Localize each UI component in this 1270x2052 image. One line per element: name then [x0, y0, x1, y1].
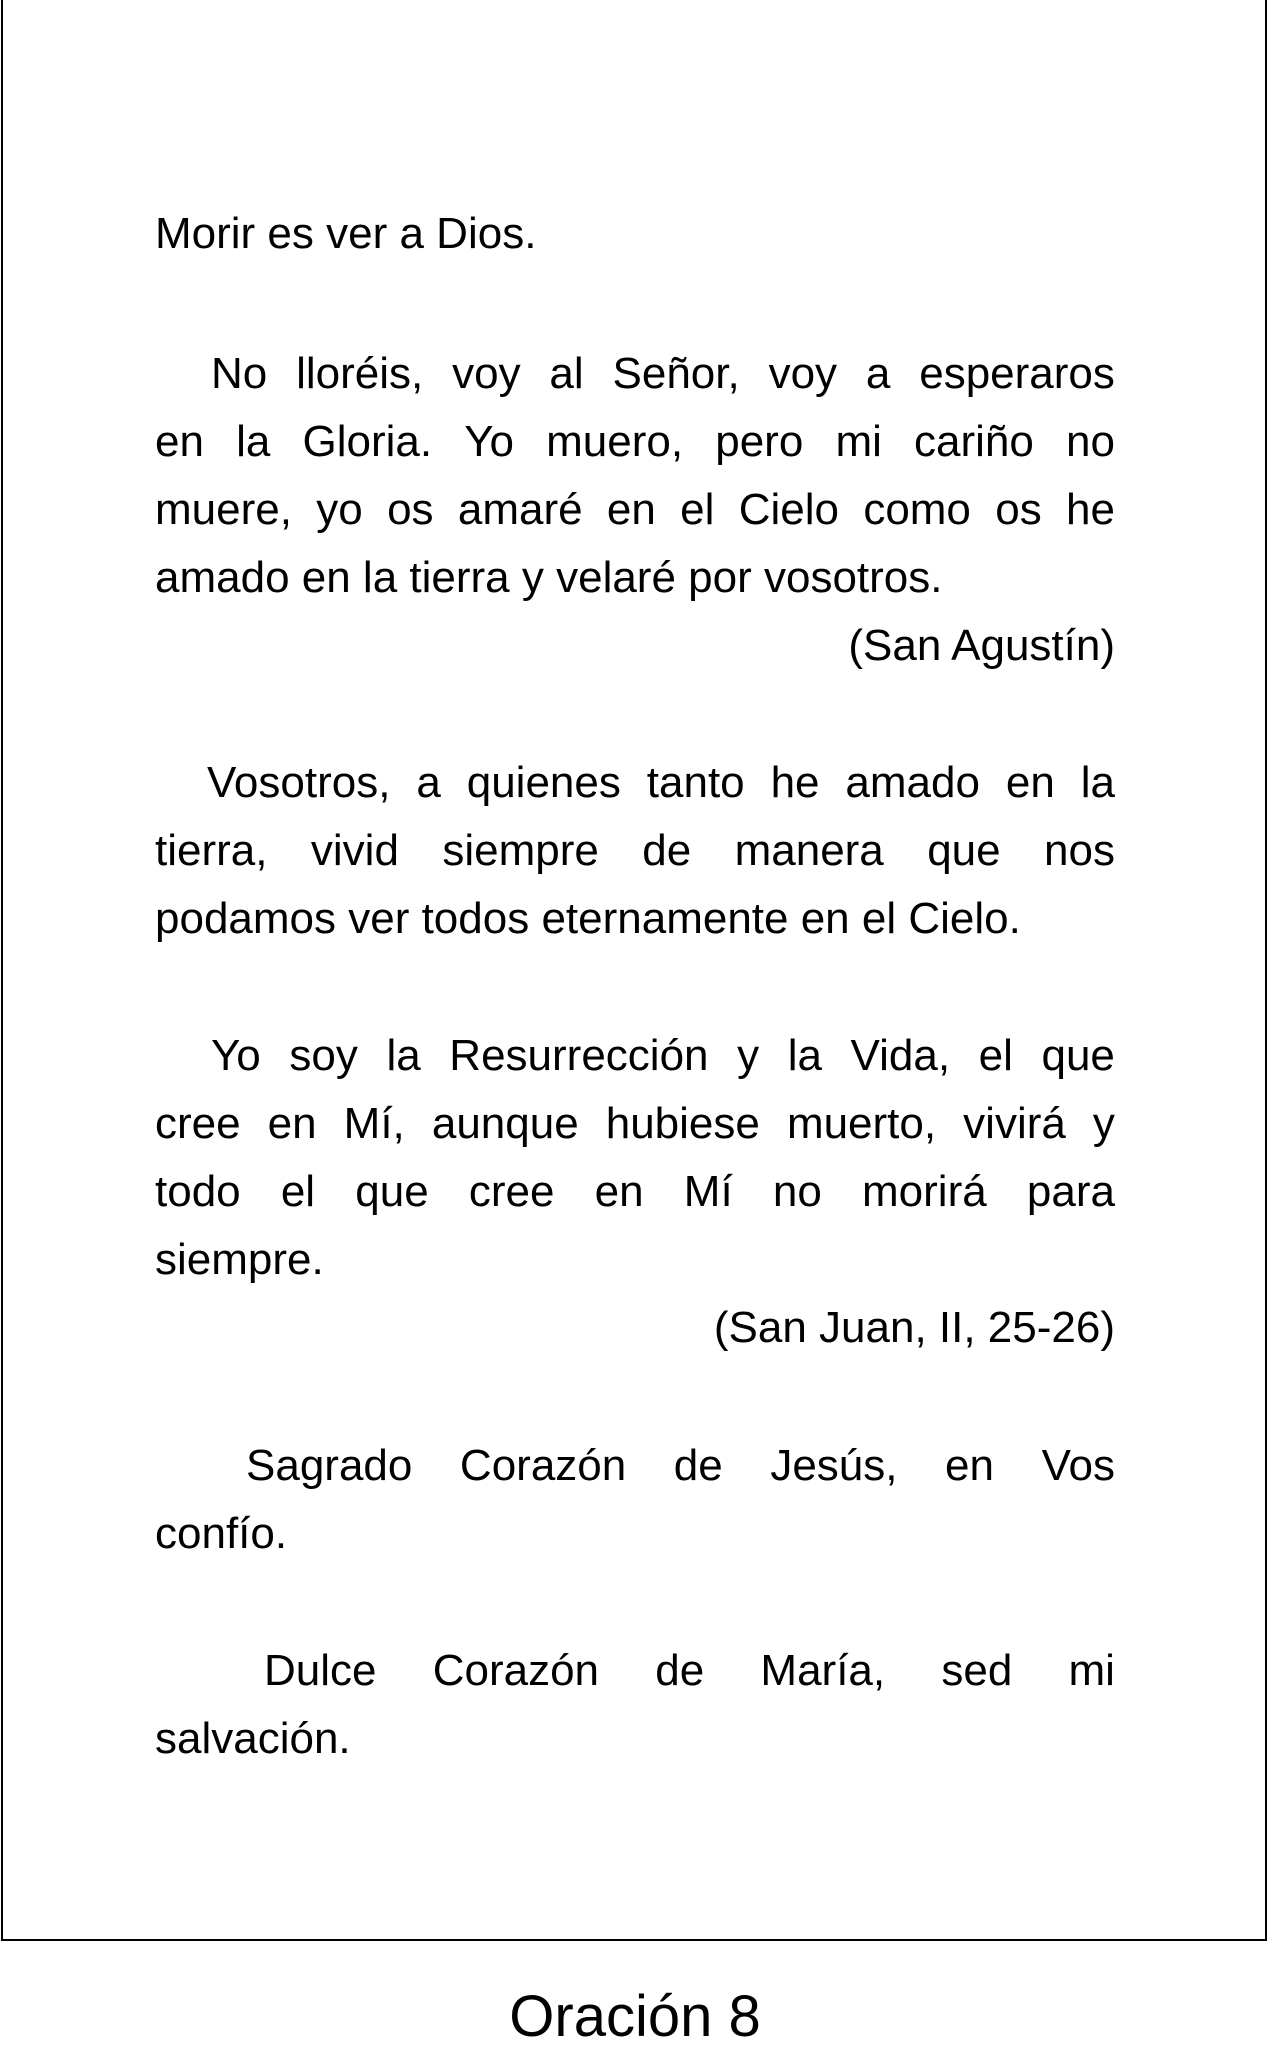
- paragraph-6-line-1: [155, 1637, 1115, 1705]
- word: al: [549, 349, 584, 398]
- word: lloréis,: [296, 349, 424, 398]
- word: en: [945, 1441, 994, 1490]
- paragraph-6-line-2: salvación.: [155, 1714, 351, 1763]
- word: el: [280, 1167, 316, 1216]
- word: Gloria.: [302, 417, 433, 466]
- word: en: [1005, 758, 1055, 807]
- word: mi: [1068, 1646, 1115, 1695]
- word: que: [355, 1167, 429, 1216]
- word: de: [655, 1646, 705, 1695]
- word: os: [387, 485, 434, 534]
- paragraph-2-line-4: amado en la tierra y velaré por vosotros.: [155, 553, 943, 602]
- word: Yo: [211, 1031, 261, 1080]
- word: voy: [768, 349, 838, 398]
- attribution-san-juan: (San Juan, II, 25-26): [713, 1303, 1115, 1352]
- word: esperaros: [919, 349, 1115, 398]
- word: tierra,: [155, 826, 268, 875]
- word: aunque: [431, 1099, 579, 1148]
- word: para: [1026, 1167, 1115, 1216]
- word: muero,: [546, 417, 684, 466]
- attribution-san-agustin: (San Agustín): [848, 621, 1115, 670]
- word: la: [236, 417, 271, 466]
- word: quienes: [466, 758, 621, 807]
- word: amaré: [457, 485, 583, 534]
- paragraph-1-line-1: Morir es ver a Dios.: [155, 209, 537, 258]
- word: de: [642, 826, 692, 875]
- word: voy: [452, 349, 521, 398]
- word: Cielo: [738, 485, 839, 534]
- paragraph-3-line-3: podamos ver todos eternamente en el Cielo.: [155, 894, 1021, 943]
- paragraph-5-line-2: confío.: [155, 1509, 288, 1558]
- word: cariño: [914, 417, 1034, 466]
- word: la: [787, 1031, 822, 1080]
- word: os: [995, 485, 1042, 534]
- word: que: [927, 826, 1001, 875]
- word: Dulce: [264, 1646, 377, 1695]
- paragraph-4-line-3: [155, 1158, 1115, 1226]
- word: la: [1080, 758, 1115, 807]
- word: Resurrección: [449, 1031, 709, 1080]
- paragraph-5-line-1: [155, 1432, 1115, 1500]
- paragraph-3-line-1: [155, 749, 1115, 817]
- word: el: [680, 485, 715, 534]
- paragraph-2-line-1: [155, 340, 1115, 408]
- word: No: [211, 349, 268, 398]
- word: la: [386, 1031, 421, 1080]
- word: de: [673, 1441, 723, 1490]
- word: yo: [316, 485, 363, 534]
- word: y: [737, 1031, 760, 1080]
- word: mi: [835, 417, 882, 466]
- word: no: [1066, 417, 1115, 466]
- word: muere,: [155, 485, 292, 534]
- word: soy: [289, 1031, 358, 1080]
- word: a: [416, 758, 441, 807]
- paragraph-3-line-2: [155, 817, 1115, 885]
- word: tanto: [646, 758, 745, 807]
- word: Sagrado: [246, 1441, 413, 1490]
- footer-title: Oración 8: [509, 1984, 761, 2049]
- word: Vos: [1041, 1441, 1115, 1490]
- word: Jesús,: [770, 1441, 898, 1490]
- word: cree: [155, 1099, 241, 1148]
- word: Mí: [683, 1167, 733, 1216]
- word: todo: [155, 1167, 241, 1216]
- word: vivid: [310, 826, 399, 875]
- word: amado: [845, 758, 980, 807]
- word: morirá: [862, 1167, 987, 1216]
- word: he: [1066, 485, 1115, 534]
- word: no: [772, 1167, 822, 1216]
- word: en: [606, 485, 656, 534]
- word: Vida,: [850, 1031, 951, 1080]
- word: Corazón: [432, 1646, 600, 1695]
- word: Señor,: [612, 349, 740, 398]
- word: en: [267, 1099, 317, 1148]
- word: en: [155, 417, 204, 466]
- paragraph-4-line-4: siempre.: [155, 1235, 324, 1284]
- word: María,: [760, 1646, 886, 1695]
- word: vivirá: [963, 1099, 1066, 1148]
- word: en: [594, 1167, 644, 1216]
- word: que: [1041, 1031, 1115, 1080]
- word: el: [978, 1031, 1013, 1080]
- word: he: [770, 758, 820, 807]
- paragraph-2-line-3: [155, 476, 1115, 544]
- word: Vosotros,: [207, 758, 391, 807]
- word: a: [865, 349, 891, 398]
- word: Mí,: [343, 1099, 405, 1148]
- paragraph-2-line-2: [155, 408, 1115, 476]
- word: Yo: [464, 417, 514, 466]
- word: cree: [468, 1167, 555, 1216]
- word: hubiese: [605, 1099, 760, 1148]
- word: nos: [1044, 826, 1115, 875]
- word: manera: [734, 826, 884, 875]
- paragraph-4-line-2: [155, 1090, 1115, 1158]
- word: y: [1092, 1099, 1115, 1148]
- word: siempre: [442, 826, 599, 875]
- paragraph-4-line-1: [155, 1022, 1115, 1090]
- word: muerto,: [786, 1099, 937, 1148]
- word: como: [863, 485, 971, 534]
- word: sed: [941, 1646, 1013, 1695]
- word: pero: [715, 417, 804, 466]
- word: Corazón: [459, 1441, 627, 1490]
